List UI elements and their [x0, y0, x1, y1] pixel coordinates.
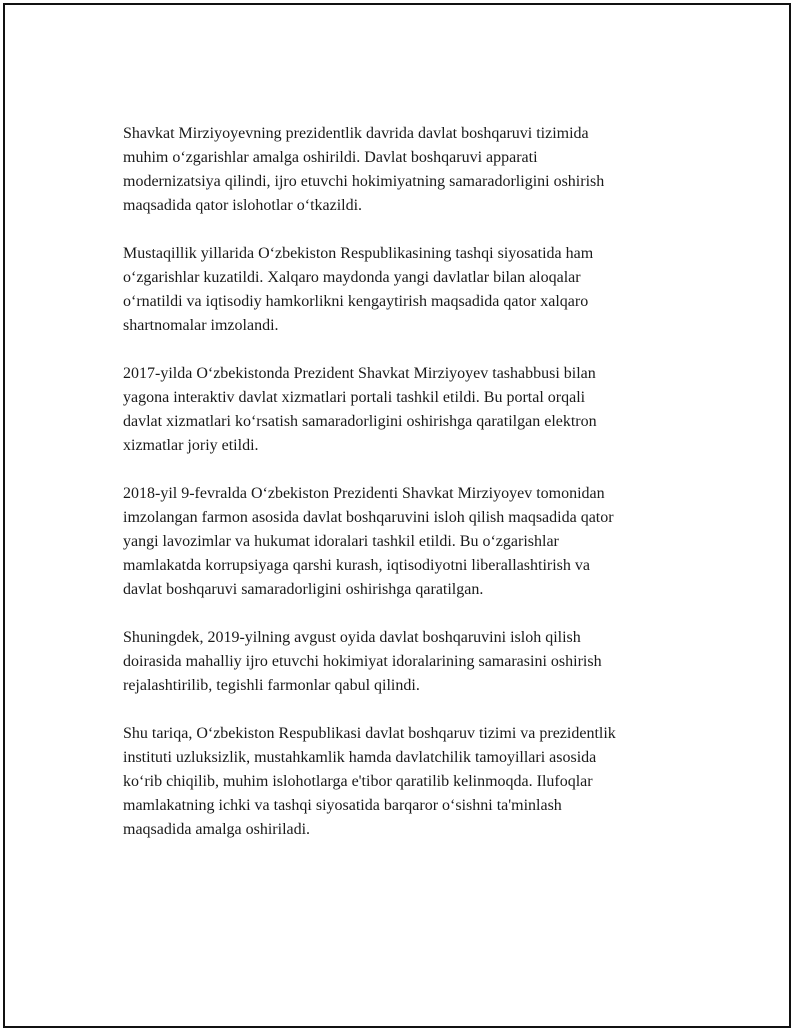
- paragraph: Mustaqillik yillarida O‘zbekiston Respublikasining tashqi siyosatida ham o‘zgarishlar kuzatildi. Xalqaro maydonda yangi davlatlar bilan aloqalar o‘rnatildi va iqtisodiy hamkorlikni kengaytirish maqsadida qator xalqaro shartnomalar imzolandi.: [123, 245, 594, 334]
- paragraph: Shuningdek, 2019-yilning avgust oyida davlat boshqaruvini isloh qilish doirasida mahalliy ijro etuvchi hokimiyat idoralarining samarasini oshirish rejalashtirilib, tegishli farmonlar qabul qilindi.: [123, 629, 602, 694]
- paragraph: 2017-yilda O‘zbekistonda Prezident Shavkat Mirziyoyev tashabbusi bilan yagona interaktiv davlat xizmatlari portali tashkil etildi. Bu portal orqali davlat xizmatlari ko‘rsatish samaradorligini oshirishga qaratilgan elektron xizmatlar joriy etildi.: [123, 365, 597, 454]
- document-body: [123, 122, 703, 866]
- paragraph: 2018-yil 9-fevralda O‘zbekiston Prezidenti Shavkat Mirziyoyev tomonidan imzolangan farmon asosida davlat boshqaruvini isloh qilish maqsadida qator yangi lavozimlar va hukumat idoralari tashkil etildi. Bu o‘zgarishlar mamlakatda korrupsiyaga qarshi kurash, iqtisodiyotni liberallashtirish va davlat boshqaruvi samaradorligini oshirishga qaratilgan.: [123, 485, 614, 598]
- paragraph: Shavkat Mirziyoyevning prezidentlik davrida davlat boshqaruvi tizimida muhim o‘zgarishlar amalga oshirildi. Davlat boshqaruvi apparati modernizatsiya qilindi, ijro etuvchi hokimiyatning samaradorligini oshirish maqsadida qator islohotlar o‘tkazildi.: [123, 125, 605, 214]
- paragraph: Shu tariqa, O‘zbekiston Respublikasi davlat boshqaruv tizimi va prezidentlik instituti uzluksizlik, mustahkamlik hamda davlatchilik tamoyillari asosida ko‘rib chiqilib, muhim islohotlarga e'tibor qaratilib kelinmoqda. Ilufoqlar mamlakatning ichki va tashqi siyosatida barqaror o‘sishni ta'minlash maqsadida amalga oshiriladi.: [123, 725, 616, 838]
- page-frame: [3, 3, 791, 1028]
